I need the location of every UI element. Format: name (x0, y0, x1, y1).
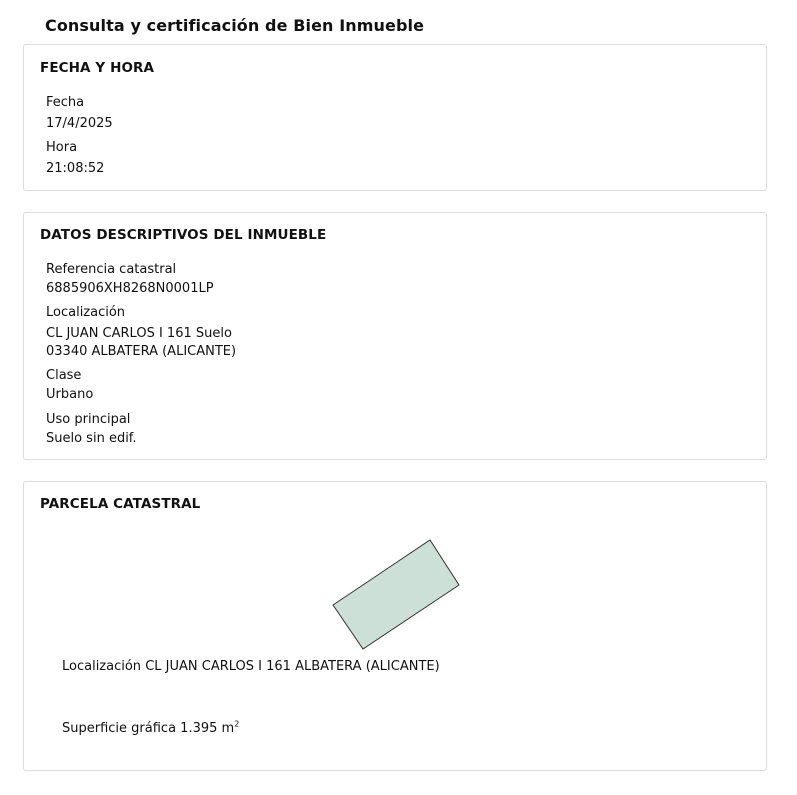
parcela-catastral-card (23, 481, 767, 771)
referencia-label: Referencia catastral (46, 262, 177, 277)
localizacion-field (46, 304, 236, 362)
superficie-value: 1.395 m (180, 721, 235, 736)
superficie-unit-sup: 2 (234, 719, 240, 729)
localizacion-line2: 03340 ALBATERA (ALICANTE) (46, 344, 237, 359)
hora-field (46, 139, 104, 178)
fecha-value: 17/4/2025 (46, 115, 113, 131)
superficie-value-wrap (180, 721, 239, 736)
fecha-hora-title: FECHA Y HORA (40, 60, 155, 76)
parcela-localizacion-line1: CL JUAN CARLOS I 161 (145, 659, 291, 674)
clase-label: Clase (46, 368, 82, 383)
parcel-map (324, 532, 464, 657)
referencia-field (46, 261, 214, 298)
parcela-localizacion-field (62, 658, 440, 677)
hora-label: Hora (46, 140, 78, 155)
datos-descriptivos-card (23, 212, 767, 460)
fecha-label: Fecha (46, 95, 85, 110)
page-title: Consulta y certificación de Bien Inmueble (45, 16, 425, 35)
parcela-title: PARCELA CATASTRAL (40, 496, 201, 512)
superficie-label: Superficie gráfica (62, 721, 177, 736)
fecha-hora-card (23, 44, 767, 191)
fecha-field (46, 94, 113, 133)
uso-value: Suelo sin edif. (46, 430, 137, 446)
uso-field (46, 411, 137, 448)
localizacion-label: Localización (46, 305, 126, 320)
localizacion-line1: CL JUAN CARLOS I 161 Suelo (46, 325, 232, 341)
superficie-field (62, 720, 239, 739)
clase-field (46, 367, 93, 404)
parcel-shape (333, 540, 459, 649)
parcela-localizacion-label: Localización (62, 659, 142, 674)
uso-label: Uso principal (46, 412, 131, 427)
parcela-localizacion-line2: ALBATERA (ALICANTE) (295, 659, 440, 674)
hora-value: 21:08:52 (46, 160, 105, 176)
clase-value: Urbano (46, 386, 94, 402)
datos-title: DATOS DESCRIPTIVOS DEL INMUEBLE (40, 227, 327, 243)
referencia-value: 6885906XH8268N0001LP (46, 280, 214, 296)
